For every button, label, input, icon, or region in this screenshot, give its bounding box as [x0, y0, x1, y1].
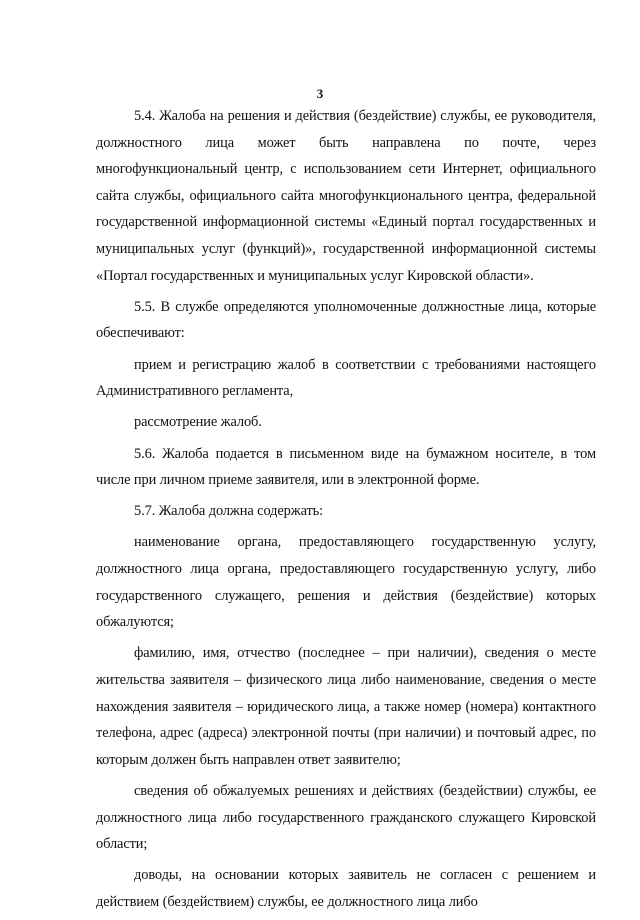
paragraph-5-7: 5.7. Жалоба должна содержать: [134, 503, 324, 520]
paragraph-5-4: 5.4. Жалоба на решения и действия (бездействие) службы, ее руководителя, должностного лица может быть направлена по почте, через многофункциональный центр, с использованием сети Интернет, официального сайта службы, официального сайта многофункционального центра, федеральной государственной информационной системы «Единый портал государственных и муниципальных услуг (функций)», государственной информационной системы «Портал государственных и муниципальных услуг Кировской области». [96, 108, 596, 284]
document-body [96, 103, 596, 920]
list-item-applicant-details: фамилию, имя, отчество (последнее – при наличии), сведения о месте жительства заявителя – физического лица либо наименование, сведения о месте нахождения заявителя – юридического лица, а также номер (номера) контактного телефона, адрес (адреса) электронной почты (при наличии) и почтовый адрес, по которым должен быть направлен ответ заявителю; [96, 645, 596, 768]
list-item-review: рассмотрение жалоб. [134, 414, 262, 431]
list-item-arguments: доводы, на основании которых заявитель не согласен с решением и действием (бездействием) службы, ее должностного лица либо [96, 867, 596, 910]
paragraph-5-6: 5.6. Жалоба подается в письменном виде на бумажном носителе, в том числе при личном приеме заявителя, или в электронной форме. [96, 445, 596, 489]
list-item-registration: прием и регистрацию жалоб в соответствии с требованиями настоящего Административного регламента, [96, 356, 596, 400]
page-number: 3 [316, 86, 324, 101]
list-item-appealed-decisions: сведения об обжалуемых решениях и действиях (бездействии) службы, ее должностного лица либо государственного гражданского служащего Кировской области; [96, 783, 596, 853]
paragraph-5-5: 5.5. В службе определяются уполномоченные должностные лица, которые обеспечивают: [96, 298, 596, 342]
list-item-authority-name: наименование органа, предоставляющего государственную услугу, должностного лица органа, предоставляющего государственную услугу, либо государственного служащего, решения и действия (бездействие) которых обжалуются; [96, 534, 596, 631]
